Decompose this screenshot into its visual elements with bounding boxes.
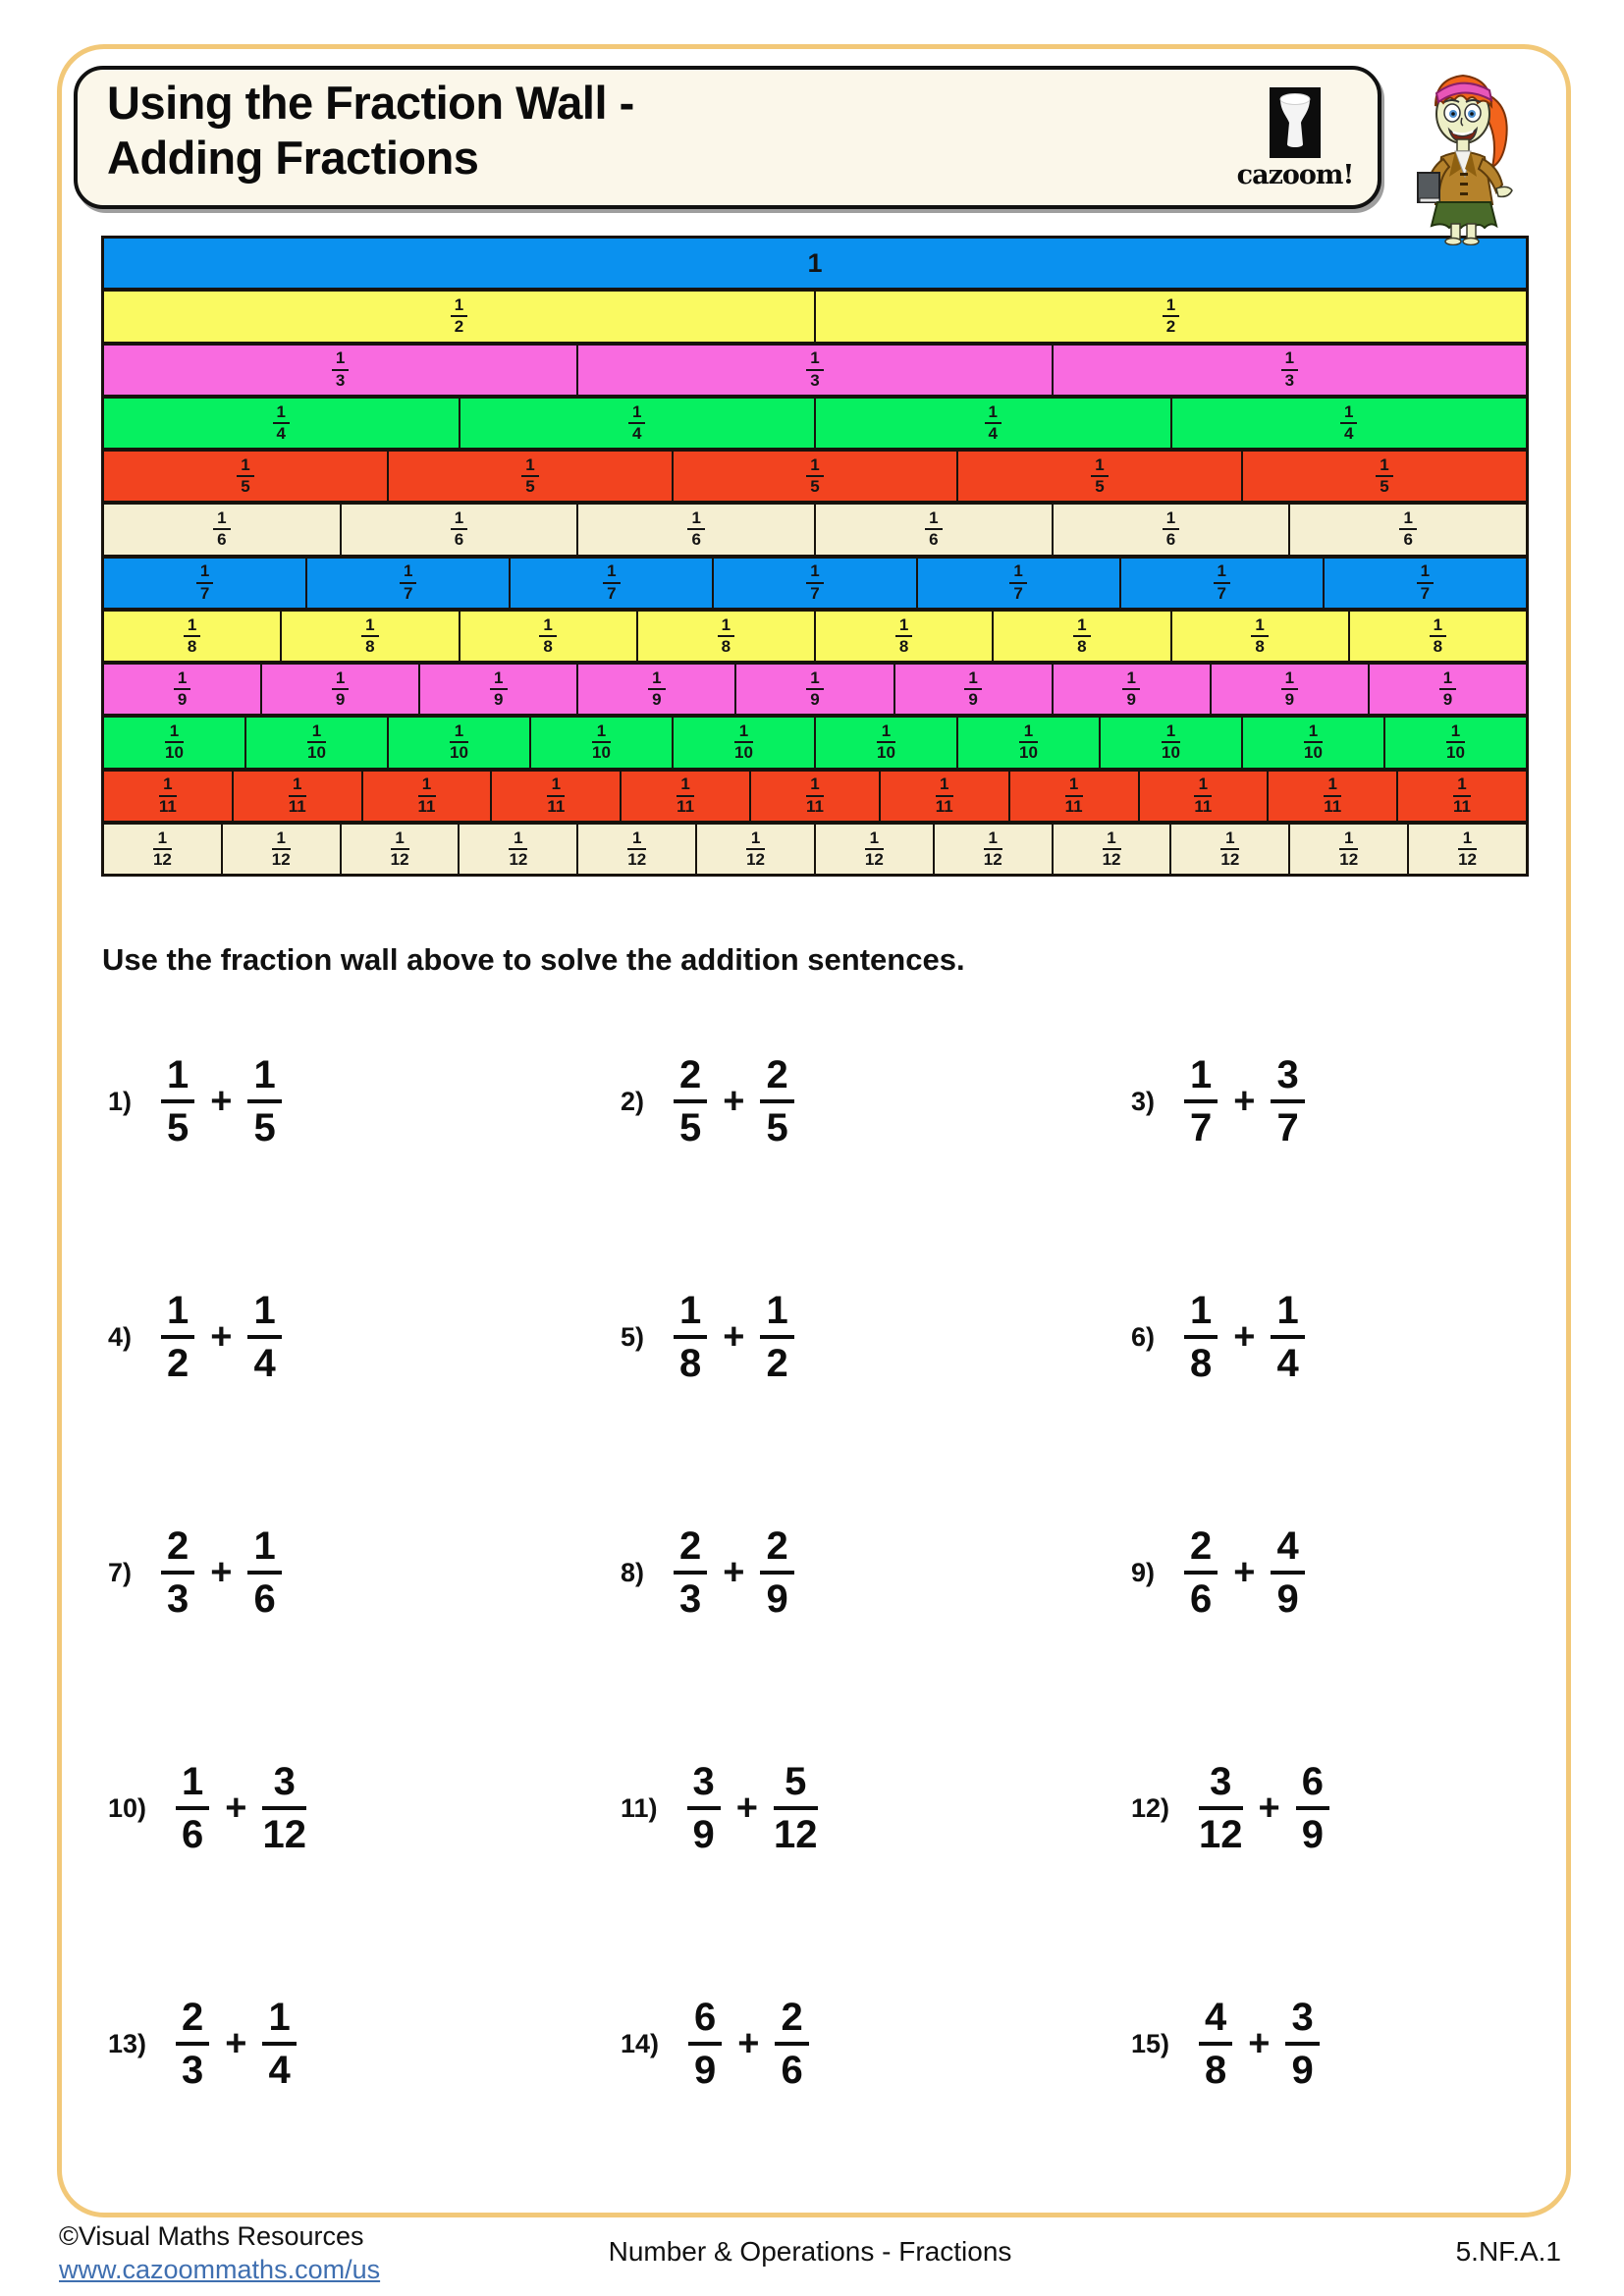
- wall-cell: [578, 346, 1053, 395]
- wall-cell: [531, 718, 674, 767]
- cazoom-logo: [1236, 87, 1354, 190]
- wall-whole-label: 1: [807, 247, 823, 278]
- wall-fraction-label: 1 8: [184, 616, 200, 657]
- plus-sign: +: [210, 1080, 233, 1122]
- wall-fraction-label: 1 11: [935, 774, 953, 816]
- wall-fraction-label: 1 5: [1376, 456, 1392, 497]
- wall-cell: [1243, 718, 1385, 767]
- wall-fraction-label: 1 9: [332, 669, 349, 710]
- wall-fraction-label: 1 7: [1214, 562, 1230, 603]
- problem-number: 8): [621, 1557, 645, 1587]
- fraction-b: $\frac{1}{5}$: [247, 1053, 281, 1149]
- teacher-character-illustration: [1406, 67, 1530, 245]
- wall-row-12: [104, 821, 1526, 874]
- fraction-a: $\frac{3}{12}$: [1199, 1760, 1243, 1856]
- wall-fraction-label: 1 11: [417, 774, 436, 816]
- plus-sign: +: [723, 1551, 745, 1593]
- wall-cell: [994, 612, 1171, 661]
- wall-cell: [1269, 772, 1398, 821]
- wall-fraction-label: 1 6: [687, 509, 704, 550]
- wall-row-7: [104, 555, 1526, 608]
- wall-fraction-label: 1 11: [1453, 774, 1472, 816]
- fraction-a: $\frac{4}{8}$: [1199, 1996, 1232, 2092]
- fraction-a: $\frac{2}{6}$: [1184, 1524, 1218, 1621]
- fraction-a: $\frac{1}{8}$: [674, 1289, 707, 1385]
- wall-cell: [104, 452, 389, 501]
- wall-cell: [935, 825, 1054, 874]
- wall-cell: [342, 825, 460, 874]
- wall-cell: [1121, 559, 1325, 608]
- wall-fraction-label: 1 5: [806, 456, 823, 497]
- wall-fraction-label: 1 10: [1162, 721, 1180, 763]
- wall-fraction-label: 1 7: [603, 562, 620, 603]
- wall-cell: [104, 718, 246, 767]
- wall-row-11: [104, 768, 1526, 821]
- page-title-line1: Using the Fraction Wall -: [107, 77, 634, 129]
- wall-cell: [460, 612, 638, 661]
- fraction-b: $\frac{4}{9}$: [1271, 1524, 1304, 1621]
- problem-number: 7): [108, 1557, 133, 1587]
- wall-cell: [389, 718, 531, 767]
- instruction-text: Use the fraction wall above to solve the addition sentences.: [102, 942, 965, 977]
- wall-cell: [246, 718, 389, 767]
- wall-cell: [1171, 825, 1290, 874]
- wall-fraction-label: 1 8: [1073, 616, 1090, 657]
- wall-fraction-label: 1 3: [806, 349, 823, 390]
- fraction-b: $\frac{1}{4}$: [262, 1996, 296, 2092]
- wall-fraction-label: 1 5: [237, 456, 253, 497]
- wall-cell: [104, 505, 342, 554]
- wall-cell: [816, 718, 958, 767]
- wall-cell: [638, 612, 816, 661]
- wall-fraction-label: 1 10: [165, 721, 184, 763]
- wall-fraction-label: 1 12: [271, 828, 291, 869]
- wall-cell: [104, 772, 234, 821]
- fraction-b: $\frac{1}{6}$: [247, 1524, 281, 1621]
- wall-row-1: [104, 239, 1526, 288]
- wall-cell: [1054, 665, 1212, 714]
- wall-fraction-label: 1 10: [592, 721, 611, 763]
- wall-fraction-label: 1 9: [174, 669, 190, 710]
- wall-fraction-label: 1 11: [1324, 774, 1342, 816]
- wall-fraction-label: 1 9: [1439, 669, 1456, 710]
- wall-cell: [1010, 772, 1140, 821]
- wall-fraction-label: 1 10: [734, 721, 753, 763]
- wall-fraction-label: 1 10: [307, 721, 326, 763]
- wall-cell: [234, 772, 363, 821]
- wall-cell: [714, 559, 917, 608]
- wall-fraction-label: 1 10: [877, 721, 895, 763]
- fraction-a: $\frac{1}{2}$: [161, 1289, 194, 1385]
- wall-fraction-label: 1 7: [1009, 562, 1026, 603]
- fraction-b: $\frac{1}{2}$: [760, 1289, 793, 1385]
- fraction-b: $\frac{3}{9}$: [1285, 1996, 1319, 2092]
- wall-fraction-label: 1 12: [390, 828, 409, 869]
- wall-fraction-label: 1 8: [361, 616, 378, 657]
- fraction-wall: [101, 236, 1529, 877]
- wall-cell: [1172, 612, 1350, 661]
- wall-fraction-label: 1 11: [805, 774, 824, 816]
- wall-fraction-label: 1 7: [400, 562, 416, 603]
- plus-sign: +: [225, 1787, 247, 1829]
- wall-cell: [816, 399, 1172, 448]
- wall-cell: [958, 718, 1101, 767]
- wall-cell: [958, 452, 1243, 501]
- wall-fraction-label: 1 11: [677, 774, 695, 816]
- wall-fraction-label: 1 11: [158, 774, 177, 816]
- fraction-b: $\frac{3}{7}$: [1271, 1053, 1304, 1149]
- wall-cell: [816, 292, 1526, 341]
- wall-fraction-label: 1 9: [1281, 669, 1298, 710]
- wall-row-2: [104, 288, 1526, 341]
- wall-cell: [1385, 718, 1526, 767]
- plus-sign: +: [723, 1315, 745, 1358]
- wall-cell: [1350, 612, 1526, 661]
- wall-cell: [881, 772, 1010, 821]
- wall-fraction-label: 1 4: [1340, 403, 1357, 444]
- wall-fraction-label: 1 5: [521, 456, 538, 497]
- wall-cell: [578, 665, 736, 714]
- wall-fraction-label: 1 11: [1194, 774, 1213, 816]
- page-title-line2: Adding Fractions: [107, 132, 479, 185]
- wall-cell: [1140, 772, 1270, 821]
- footer-topic: Number & Operations - Fractions: [608, 2236, 1012, 2267]
- fraction-b: $\frac{3}{12}$: [262, 1760, 306, 1856]
- wall-row-3: [104, 342, 1526, 395]
- wall-cell: [104, 239, 1526, 288]
- wall-fraction-label: 1 12: [864, 828, 884, 869]
- fraction-b: $\frac{1}{4}$: [247, 1289, 281, 1385]
- wall-fraction-label: 1 7: [1417, 562, 1434, 603]
- wall-cell: [1054, 505, 1291, 554]
- footer-link[interactable]: www.cazoommaths.com/us: [59, 2254, 381, 2284]
- fraction-a: $\frac{1}{7}$: [1184, 1053, 1218, 1149]
- wall-cell: [736, 665, 894, 714]
- wall-fraction-label: 1 11: [547, 774, 566, 816]
- wall-fraction-label: 1 9: [806, 669, 823, 710]
- wall-fraction-label: 1 6: [213, 509, 230, 550]
- fraction-b: $\frac{5}{12}$: [774, 1760, 818, 1856]
- wall-cell: [918, 559, 1121, 608]
- wall-fraction-label: 1 8: [539, 616, 556, 657]
- wall-fraction-label: 1 8: [1251, 616, 1268, 657]
- fraction-b: $\frac{2}{6}$: [775, 1996, 808, 2092]
- wall-cell: [1054, 825, 1172, 874]
- wall-cell: [1101, 718, 1243, 767]
- wall-fraction-label: 1 12: [983, 828, 1002, 869]
- wall-fraction-label: 1 8: [895, 616, 912, 657]
- wall-fraction-label: 1 6: [1163, 509, 1179, 550]
- wall-cell: [1243, 452, 1526, 501]
- plus-sign: +: [1233, 1551, 1256, 1593]
- wall-fraction-label: 1 6: [925, 509, 942, 550]
- fraction-a: $\frac{2}{5}$: [674, 1053, 707, 1149]
- wall-fraction-label: 1 12: [1102, 828, 1121, 869]
- wall-cell: [1172, 399, 1527, 448]
- wall-cell: [816, 825, 935, 874]
- wall-row-4: [104, 395, 1526, 448]
- wall-fraction-label: 1 10: [450, 721, 468, 763]
- wall-cell: [751, 772, 881, 821]
- plus-sign: +: [737, 2022, 760, 2064]
- wall-fraction-label: 1 12: [746, 828, 766, 869]
- plus-sign: +: [210, 1551, 233, 1593]
- fraction-a: $\frac{6}{9}$: [688, 1996, 722, 2092]
- wall-cell: [578, 505, 816, 554]
- wall-cell: [816, 612, 994, 661]
- wall-cell: [307, 559, 511, 608]
- fraction-a: $\frac{1}{6}$: [176, 1760, 209, 1856]
- plus-sign: +: [1233, 1315, 1256, 1358]
- wall-fraction-label: 1 4: [985, 403, 1001, 444]
- wall-fraction-label: 1 10: [1019, 721, 1038, 763]
- wall-cell: [282, 612, 460, 661]
- wall-cell: [262, 665, 420, 714]
- wall-fraction-label: 1 8: [718, 616, 734, 657]
- wall-cell: [1290, 505, 1526, 554]
- problem-number: 1): [108, 1086, 133, 1116]
- wall-cell: [223, 825, 342, 874]
- footer: [59, 2220, 1565, 2287]
- problem-number: 11): [621, 1792, 658, 1823]
- wall-row-8: [104, 608, 1526, 661]
- problem-number: 3): [1131, 1086, 1156, 1116]
- fraction-b: $\frac{2}{5}$: [760, 1053, 793, 1149]
- wall-cell: [104, 825, 223, 874]
- wall-fraction-label: 1 9: [648, 669, 665, 710]
- wall-cell: [104, 559, 307, 608]
- wall-cell: [1212, 665, 1370, 714]
- wall-cell: [622, 772, 751, 821]
- fraction-a: $\frac{2}{3}$: [176, 1996, 209, 2092]
- wall-fraction-label: 1 9: [1122, 669, 1139, 710]
- wall-cell: [460, 825, 578, 874]
- fraction-a: $\frac{3}{9}$: [687, 1760, 721, 1856]
- cazoom-drum-icon: [1270, 87, 1321, 158]
- wall-cell: [674, 718, 816, 767]
- wall-fraction-label: 1 11: [1064, 774, 1083, 816]
- wall-cell: [1054, 346, 1526, 395]
- wall-fraction-label: 1 4: [273, 403, 290, 444]
- wall-cell: [895, 665, 1054, 714]
- wall-fraction-label: 1 3: [1281, 349, 1298, 390]
- wall-fraction-label: 1 6: [1399, 509, 1416, 550]
- wall-fraction-label: 1 5: [1091, 456, 1108, 497]
- wall-fraction-label: 1 10: [1446, 721, 1465, 763]
- wall-fraction-label: 1 6: [451, 509, 467, 550]
- page-title: [107, 76, 634, 187]
- wall-fraction-label: 1 12: [627, 828, 647, 869]
- wall-cell: [674, 452, 958, 501]
- wall-cell: [1409, 825, 1526, 874]
- problem-number: 14): [621, 2028, 660, 2058]
- wall-cell: [697, 825, 816, 874]
- wall-row-9: [104, 661, 1526, 714]
- footer-left: [59, 2220, 560, 2287]
- wall-cell: [104, 346, 578, 395]
- wall-cell: [578, 825, 697, 874]
- problem-number: 4): [108, 1321, 133, 1352]
- wall-cell: [420, 665, 578, 714]
- fraction-b: $\frac{6}{9}$: [1296, 1760, 1329, 1856]
- plus-sign: +: [723, 1080, 745, 1122]
- problem-number: 6): [1131, 1321, 1156, 1352]
- wall-cell: [104, 612, 282, 661]
- fraction-b: $\frac{1}{4}$: [1271, 1289, 1304, 1385]
- wall-fraction-label: 1 7: [806, 562, 823, 603]
- wall-cell: [104, 292, 816, 341]
- plus-sign: +: [1258, 1787, 1280, 1829]
- wall-cell: [511, 559, 714, 608]
- plus-sign: +: [1233, 1080, 1256, 1122]
- wall-row-5: [104, 448, 1526, 501]
- fraction-b: $\frac{2}{9}$: [760, 1524, 793, 1621]
- wall-fraction-label: 1 12: [509, 828, 528, 869]
- problem-number: 13): [108, 2028, 147, 2058]
- problem-number: 5): [621, 1321, 645, 1352]
- wall-row-10: [104, 714, 1526, 767]
- wall-fraction-label: 1 12: [1339, 828, 1359, 869]
- wall-fraction-label: 1 8: [1430, 616, 1446, 657]
- wall-fraction-label: 1 9: [964, 669, 981, 710]
- wall-fraction-label: 1 7: [196, 562, 213, 603]
- problem-number: 12): [1131, 1792, 1170, 1823]
- fraction-a: $\frac{2}{3}$: [161, 1524, 194, 1621]
- wall-cell: [816, 505, 1054, 554]
- wall-cell: [1370, 665, 1526, 714]
- wall-fraction-label: 1 12: [152, 828, 172, 869]
- wall-cell: [342, 505, 579, 554]
- fraction-a: $\frac{2}{3}$: [674, 1524, 707, 1621]
- wall-fraction-label: 1 2: [1163, 296, 1179, 337]
- header-box: [74, 66, 1381, 209]
- wall-fraction-label: 1 11: [288, 774, 306, 816]
- wall-row-6: [104, 501, 1526, 554]
- wall-cell: [104, 665, 262, 714]
- fraction-a: $\frac{1}{5}$: [161, 1053, 194, 1149]
- wall-fraction-label: 1 10: [1304, 721, 1323, 763]
- wall-fraction-label: 1 3: [332, 349, 349, 390]
- wall-fraction-label: 1 12: [1458, 828, 1477, 869]
- wall-cell: [389, 452, 674, 501]
- problem-number: 15): [1131, 2028, 1170, 2058]
- wall-fraction-label: 1 4: [628, 403, 645, 444]
- wall-cell: [363, 772, 493, 821]
- problem-number: 9): [1131, 1557, 1156, 1587]
- wall-cell: [1398, 772, 1526, 821]
- plus-sign: +: [210, 1315, 233, 1358]
- footer-copyright: ©Visual Maths Resources: [59, 2221, 364, 2251]
- wall-cell: [492, 772, 622, 821]
- plus-sign: +: [735, 1787, 758, 1829]
- problem-number: 2): [621, 1086, 645, 1116]
- problem-number: 10): [108, 1792, 147, 1823]
- plus-sign: +: [225, 2022, 247, 2064]
- wall-fraction-label: 1 9: [490, 669, 507, 710]
- cazoom-logo-text: cazoom!: [1236, 160, 1354, 190]
- footer-standard: 5.NF.A.1: [1455, 2236, 1561, 2267]
- plus-sign: +: [1248, 2022, 1271, 2064]
- wall-fraction-label: 1 12: [1220, 828, 1240, 869]
- wall-fraction-label: 1 2: [451, 296, 467, 337]
- wall-cell: [1290, 825, 1409, 874]
- wall-cell: [460, 399, 817, 448]
- wall-cell: [104, 399, 460, 448]
- wall-cell: [1325, 559, 1526, 608]
- fraction-a: $\frac{1}{8}$: [1184, 1289, 1218, 1385]
